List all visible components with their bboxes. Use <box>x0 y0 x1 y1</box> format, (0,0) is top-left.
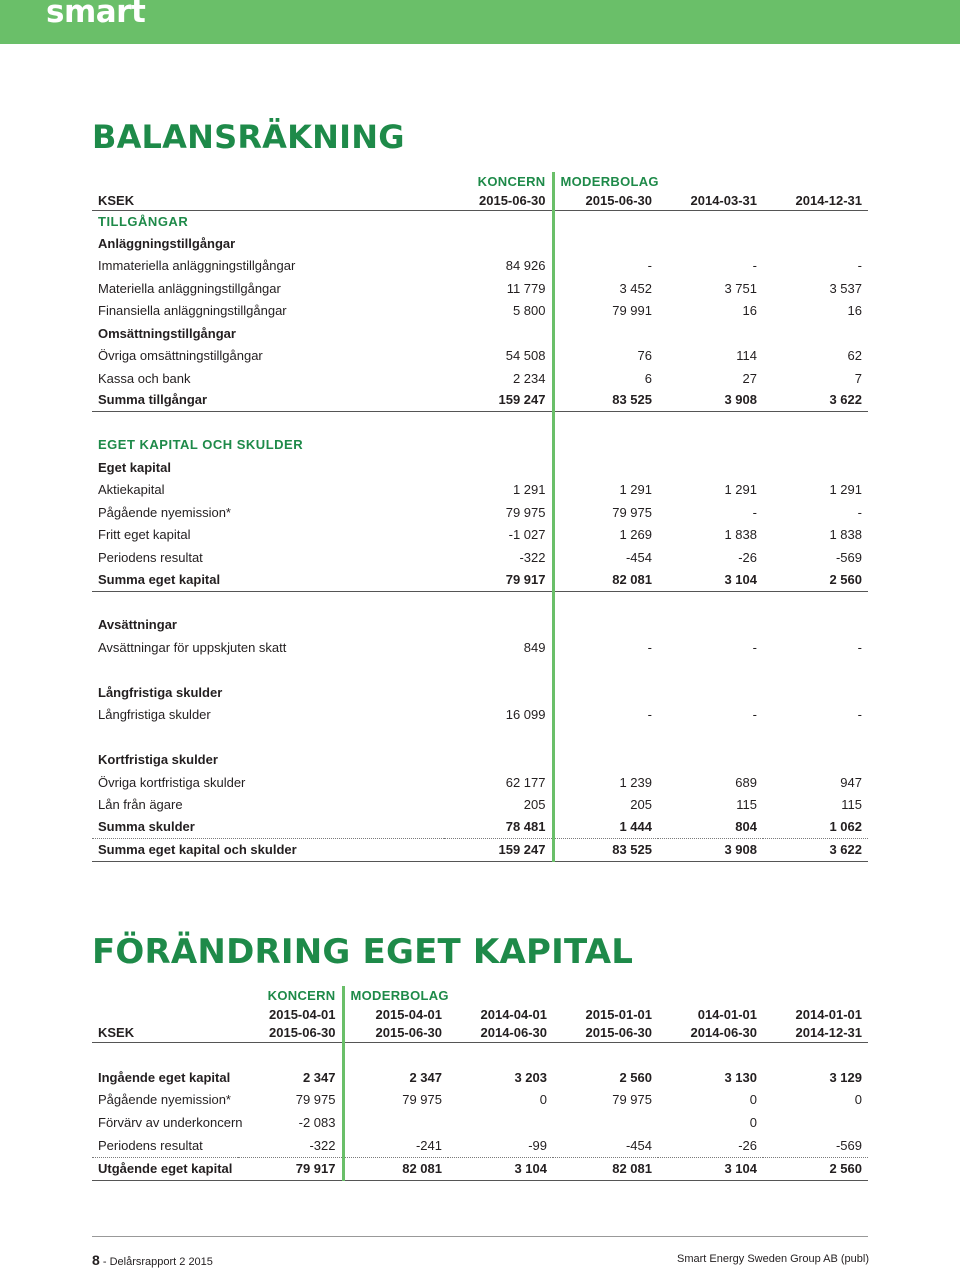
row-value <box>763 210 868 232</box>
row-value: -99 <box>448 1134 553 1157</box>
row-value <box>658 210 763 232</box>
date-col-3: 2014-03-31 <box>658 191 763 210</box>
row-value <box>553 232 658 254</box>
row-value <box>658 433 763 456</box>
section-heading-row <box>92 681 868 703</box>
row-label: Aktiekapital <box>98 482 165 497</box>
spacer-cell <box>444 658 553 681</box>
row-value: 3 104 <box>658 1157 763 1180</box>
group-moderbolag: MODERBOLAG <box>343 986 448 1004</box>
row-label: Förvärv av underkoncern <box>98 1115 243 1130</box>
row-value: 78 481 <box>444 816 553 838</box>
row-value: 5 800 <box>512 303 546 318</box>
section-heading-row <box>92 456 868 478</box>
row-label: Summa eget kapital och skulder <box>92 838 444 861</box>
row-value: 11 779 <box>506 280 546 296</box>
row-value <box>553 748 658 771</box>
row-value <box>444 613 553 636</box>
row-value: 2 560 <box>763 568 868 591</box>
row-value: - <box>553 636 658 658</box>
spacer-cell <box>92 1042 238 1066</box>
row-label: Pågående nyemission* <box>98 504 231 520</box>
table-row <box>92 1088 868 1111</box>
row-value: 3 452 <box>553 277 658 299</box>
period-from-2: 2015-04-01 <box>343 1004 448 1024</box>
row-value: 3 622 <box>763 838 868 861</box>
row-value <box>553 210 658 232</box>
row-label: Immateriella anläggningstillgångar <box>98 258 296 273</box>
section-heading-row <box>92 232 868 254</box>
row-value: 205 <box>553 793 658 816</box>
spacer-cell <box>553 726 658 748</box>
row-value: 16 <box>742 303 757 318</box>
row-value: 3 751 <box>724 280 757 296</box>
row-value <box>444 433 553 456</box>
footer-divider <box>92 1236 868 1237</box>
period-to-3: 2014-06-30 <box>448 1024 553 1042</box>
table-row <box>92 1157 868 1180</box>
footer-page-info <box>92 1252 213 1268</box>
row-value: 3 622 <box>763 389 868 411</box>
row-value <box>444 232 553 254</box>
row-value: 0 <box>749 1092 757 1107</box>
table-row <box>92 501 868 523</box>
spacer-cell <box>444 726 553 748</box>
row-value <box>658 456 763 478</box>
row-label: TILLGÅNGAR <box>98 213 189 229</box>
period-from-6: 2014-01-01 <box>795 1006 862 1022</box>
row-value: 27 <box>742 370 757 386</box>
group-koncern: KONCERN <box>477 174 546 189</box>
row-value: 1 291 <box>724 482 757 497</box>
table-row <box>92 299 868 322</box>
row-value: 7 <box>854 370 862 386</box>
row-value <box>444 210 553 232</box>
spacer-cell <box>92 591 444 613</box>
spacer-cell <box>553 411 658 433</box>
row-value: 3 908 <box>658 838 763 861</box>
row-label: Kassa och bank <box>98 370 191 386</box>
row-label: Långfristiga skulder <box>98 707 211 722</box>
table-row <box>92 816 868 838</box>
table-row <box>92 838 868 861</box>
row-value: 2 347 <box>302 1069 336 1085</box>
row-label: Anläggningstillgångar <box>98 235 236 251</box>
row-value: 16 <box>847 303 862 318</box>
spacer-row <box>92 726 868 748</box>
row-value: 3 203 <box>514 1069 547 1085</box>
row-value: 3 129 <box>829 1069 862 1085</box>
period-from-5: 014-01-01 <box>697 1006 757 1022</box>
row-value: 79 975 <box>505 504 546 520</box>
row-label: Övriga omsättningstillgångar <box>98 348 263 363</box>
spacer-cell <box>763 726 868 748</box>
row-value <box>444 322 553 344</box>
spacer-row <box>92 1042 868 1066</box>
spacer-cell <box>343 1042 448 1066</box>
row-value: 79 917 <box>238 1157 343 1180</box>
row-value: 16 099 <box>505 707 546 722</box>
row-value <box>763 232 868 254</box>
spacer-cell <box>763 658 868 681</box>
table-row <box>92 1111 868 1134</box>
row-label: Utgående eget kapital <box>92 1157 238 1180</box>
row-label: Summa skulder <box>92 816 444 838</box>
row-value: - <box>857 504 862 520</box>
row-value: -454 <box>553 1134 658 1157</box>
row-label: Finansiella anläggningstillgångar <box>98 303 287 318</box>
row-value: -322 <box>519 549 546 565</box>
spacer-cell <box>553 591 658 613</box>
equity-change-table <box>92 986 868 1181</box>
section-heading-row <box>92 433 868 456</box>
row-value <box>444 456 553 478</box>
row-value <box>553 322 658 344</box>
date-header-row <box>92 191 868 210</box>
row-value: - <box>553 703 658 726</box>
spacer-cell <box>658 591 763 613</box>
row-value: 3 104 <box>658 568 763 591</box>
row-value: 804 <box>658 816 763 838</box>
spacer-cell <box>444 411 553 433</box>
date-col-1: 2015-06-30 <box>444 191 553 210</box>
row-label: Lån från ägare <box>98 797 183 812</box>
row-value: - <box>857 258 862 273</box>
row-value: 159 247 <box>444 838 553 861</box>
row-label: Summa tillgångar <box>92 389 444 411</box>
top-banner <box>0 0 960 44</box>
row-value: 82 081 <box>553 568 658 591</box>
row-value <box>658 681 763 703</box>
spacer-cell <box>553 658 658 681</box>
row-value: - <box>752 639 757 655</box>
row-value: 3 537 <box>829 280 862 296</box>
row-value: 6 <box>553 367 658 389</box>
row-value <box>658 613 763 636</box>
row-value: 54 508 <box>505 348 546 363</box>
period-to-6: 2014-12-31 <box>763 1024 868 1042</box>
row-value: 82 081 <box>553 1157 658 1180</box>
section-heading-row <box>92 322 868 344</box>
row-value: 79 975 <box>553 501 658 523</box>
row-value: 947 <box>840 774 862 790</box>
row-value: 82 081 <box>343 1157 448 1180</box>
row-value <box>444 681 553 703</box>
row-value: 1 239 <box>553 771 658 793</box>
period-from-row <box>92 1004 868 1024</box>
row-label: Eget kapital <box>98 459 171 475</box>
table-row <box>92 703 868 726</box>
table-row <box>92 344 868 367</box>
row-label: Avsättningar för uppskjuten skatt <box>98 639 287 655</box>
report-name: - Delårsrapport 2 2015 <box>99 1256 213 1268</box>
group-header-row <box>92 986 868 1004</box>
row-value: 2 347 <box>343 1066 448 1088</box>
row-value: -241 <box>343 1134 448 1157</box>
row-value: 83 525 <box>553 389 658 411</box>
row-value: - <box>857 707 862 722</box>
footer-company: Smart Energy Sweden Group AB (publ) <box>677 1253 869 1265</box>
row-value: 79 975 <box>295 1092 336 1107</box>
row-value: 3 104 <box>448 1157 553 1180</box>
table-row <box>92 478 868 501</box>
row-value: 79 991 <box>553 299 658 322</box>
row-value: - <box>553 254 658 277</box>
spacer-cell <box>763 411 868 433</box>
row-value: 1 062 <box>763 816 868 838</box>
row-label: Fritt eget kapital <box>98 527 191 542</box>
spacer-cell <box>92 411 444 433</box>
row-value: 1 291 <box>829 482 862 497</box>
row-value <box>553 1111 658 1134</box>
row-value: 79 975 <box>343 1088 448 1111</box>
row-value: 159 247 <box>444 389 553 411</box>
row-label: Avsättningar <box>98 617 177 632</box>
row-value: 3 908 <box>658 389 763 411</box>
row-value <box>448 1111 553 1134</box>
row-value: -322 <box>238 1134 343 1157</box>
table-row <box>92 568 868 591</box>
row-value: 84 926 <box>505 258 546 273</box>
row-label: Övriga kortfristiga skulder <box>98 774 246 790</box>
period-to-2: 2015-06-30 <box>343 1024 448 1042</box>
table-row <box>92 254 868 277</box>
period-from-3: 2014-04-01 <box>480 1006 547 1022</box>
section-heading-row <box>92 210 868 232</box>
table-row <box>92 367 868 389</box>
balance-sheet-title: BALANSRÄKNING <box>92 118 405 156</box>
row-value <box>763 456 868 478</box>
equity-change-title: FÖRÄNDRING EGET KAPITAL <box>92 932 634 972</box>
row-value <box>343 1111 448 1134</box>
row-label: Långfristiga skulder <box>98 684 223 700</box>
spacer-cell <box>763 591 868 613</box>
row-value <box>658 322 763 344</box>
row-value: - <box>752 258 757 273</box>
date-col-4: 2014-12-31 <box>763 191 868 210</box>
row-value: 3 130 <box>724 1069 757 1085</box>
spacer-cell <box>448 1042 553 1066</box>
row-value: 1 444 <box>553 816 658 838</box>
spacer-cell <box>763 1042 868 1066</box>
table-row <box>92 1066 868 1088</box>
table-row <box>92 771 868 793</box>
page-number: 8 <box>92 1252 100 1268</box>
row-value: 79 975 <box>612 1092 652 1107</box>
row-label: Ingående eget kapital <box>98 1069 231 1085</box>
row-value: 115 <box>736 797 757 812</box>
row-value: 849 <box>523 639 546 655</box>
row-label: Kortfristiga skulder <box>98 752 218 767</box>
row-value: -569 <box>835 549 862 565</box>
group-header-row <box>92 172 868 191</box>
row-value: 1 291 <box>512 482 546 497</box>
table-row <box>92 389 868 411</box>
spacer-cell <box>658 726 763 748</box>
row-label: Periodens resultat <box>92 1134 238 1157</box>
row-value: 1 269 <box>553 523 658 546</box>
row-value: 2 560 <box>619 1069 652 1085</box>
period-from-1: 2015-04-01 <box>269 1006 336 1022</box>
row-label: Periodens resultat <box>98 549 203 565</box>
row-value: 62 177 <box>505 774 546 790</box>
spacer-cell <box>444 591 553 613</box>
row-value: 1 838 <box>829 527 862 542</box>
row-label: Pågående nyemission* <box>98 1092 231 1107</box>
unit-label: KSEK <box>92 191 444 210</box>
spacer-row <box>92 411 868 433</box>
section-heading-row <box>92 613 868 636</box>
row-value: 1 291 <box>553 478 658 501</box>
unit-label: KSEK <box>92 1024 238 1042</box>
row-value <box>763 748 868 771</box>
row-value <box>763 322 868 344</box>
row-value <box>553 681 658 703</box>
spacer-row <box>92 658 868 681</box>
brand-logo: smart <box>46 0 146 30</box>
spacer-cell <box>92 726 444 748</box>
row-value: 79 917 <box>444 568 553 591</box>
row-value: 115 <box>841 797 862 812</box>
row-value: -26 <box>658 1134 763 1157</box>
period-to-4: 2015-06-30 <box>553 1024 658 1042</box>
period-from-4: 2015-01-01 <box>585 1006 652 1022</box>
row-value: 205 <box>523 797 546 812</box>
table-row <box>92 636 868 658</box>
spacer-cell <box>658 658 763 681</box>
row-value: -454 <box>553 546 658 568</box>
row-value: 114 <box>736 348 757 363</box>
table-row <box>92 1134 868 1157</box>
period-to-row <box>92 1024 868 1042</box>
balance-sheet-table <box>92 172 868 862</box>
row-value <box>553 456 658 478</box>
group-moderbolag: MODERBOLAG <box>553 172 658 191</box>
row-value: 0 <box>749 1115 757 1130</box>
row-value: - <box>752 504 757 520</box>
group-koncern: KONCERN <box>267 987 336 1003</box>
row-value: - <box>857 639 862 655</box>
row-label: EGET KAPITAL OCH SKULDER <box>98 437 304 452</box>
row-label: Omsättningstillgångar <box>98 325 236 341</box>
row-value: 83 525 <box>553 838 658 861</box>
row-value: 2 560 <box>763 1157 868 1180</box>
row-value: -2 083 <box>298 1115 336 1130</box>
section-heading-row <box>92 748 868 771</box>
spacer-cell <box>238 1042 343 1066</box>
spacer-cell <box>658 1042 763 1066</box>
date-col-2: 2015-06-30 <box>553 191 658 210</box>
table-row <box>92 277 868 299</box>
row-value: 0 <box>854 1092 862 1107</box>
row-value <box>763 681 868 703</box>
spacer-row <box>92 591 868 613</box>
row-value: 1 838 <box>724 527 757 542</box>
row-value: 689 <box>735 774 757 790</box>
table-row <box>92 546 868 568</box>
row-value <box>763 613 868 636</box>
spacer-cell <box>92 658 444 681</box>
row-value <box>658 232 763 254</box>
spacer-cell <box>553 1042 658 1066</box>
period-to-1: 2015-06-30 <box>238 1024 343 1042</box>
row-label: Materiella anläggningstillgångar <box>98 280 281 296</box>
row-value: 62 <box>847 348 862 363</box>
row-value <box>763 433 868 456</box>
row-value: -26 <box>738 549 757 565</box>
row-value <box>444 748 553 771</box>
table-row <box>92 793 868 816</box>
table-row <box>92 523 868 546</box>
row-value: 2 234 <box>512 370 546 386</box>
row-value <box>553 433 658 456</box>
period-to-5: 2014-06-30 <box>658 1024 763 1042</box>
row-value: 76 <box>553 344 658 367</box>
row-value <box>658 748 763 771</box>
row-value: - <box>752 707 757 722</box>
row-value: -569 <box>763 1134 868 1157</box>
row-value: 0 <box>539 1092 547 1107</box>
row-value: -1 027 <box>508 527 546 542</box>
row-value <box>763 1111 868 1134</box>
spacer-cell <box>658 411 763 433</box>
row-value <box>553 613 658 636</box>
row-label: Summa eget kapital <box>92 568 444 591</box>
